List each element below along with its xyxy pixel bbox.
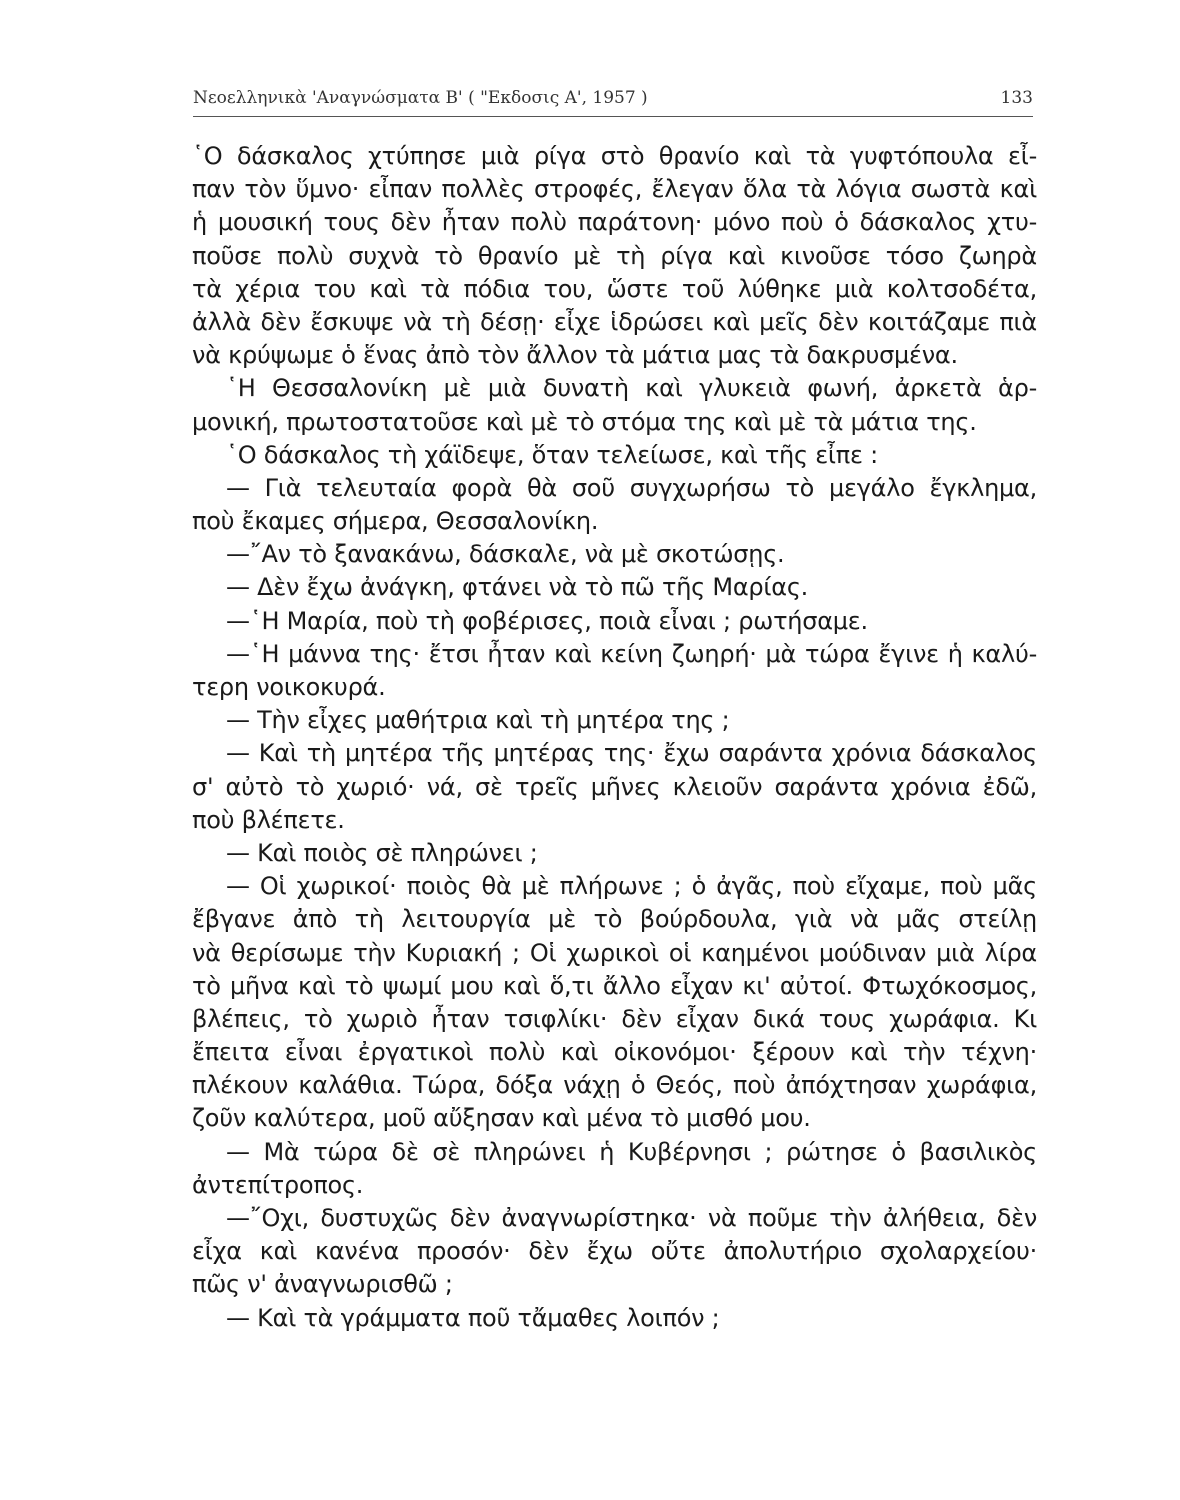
text-line: πλέκουν καλάθια. Τώρα, δόξα νάχῃ ὁ Θεός, ποὺ ἀπόχτησαν χωράφια, [192,1071,1037,1100]
text-line: νὰ κρύψωμε ὁ ἕνας ἀπὸ τὸν ἄλλον τὰ μάτια μας τὰ δακρυσμένα. [192,341,958,370]
text-line: τὰ χέρια του καὶ τὰ πόδια του, ὥστε τοῦ λύθηκε μιὰ κολτσοδέτα, [192,274,1037,303]
text-line: ἡ μουσική τους δὲν ἦταν πολὺ παράτονη· μόνο ποὺ ὁ δάσκαλος χτυ- [192,208,1037,237]
text-line: —῎Αν τὸ ξανακάνω, δάσκαλε, νὰ μὲ σκοτώσῃς. [226,540,785,569]
text-line: — Μὰ τώρα δὲ σὲ πληρώνει ἡ Κυβέρνησι ; ρώτησε ὁ βασιλικὸς [226,1137,1037,1166]
text-line: — Δὲν ἔχω ἀνάγκη, φτάνει νὰ τὸ πῶ τῆς Μαρίας. [226,573,809,602]
body-text [192,140,1037,1335]
text-line: σ' αὐτὸ τὸ χωριό· νά, σὲ τρεῖς μῆνες κλειοῦν σαράντα χρόνια ἐδῶ, [192,772,1037,801]
text-line: —῎Οχι, δυστυχῶς δὲν ἀναγνωρίστηκα· νὰ ποῦμε τὴν ἀλήθεια, δὲν [226,1204,1037,1232]
text-line: ῾Η Θεσσαλονίκη μὲ μιὰ δυνατὴ καὶ γλυκειὰ φωνή, ἀρκετὰ ἁρ- [226,374,1037,403]
text-line: —῾Η Μαρία, ποὺ τὴ φοβέρισες, ποιὰ εἶναι ; ρωτήσαμε. [226,606,868,635]
text-line: ἔβγανε ἀπὸ τὴ λειτουργία μὲ τὸ βούρδουλα, γιὰ νὰ μᾶς στείλῃ [192,905,1037,934]
text-line: μονική, πρωτοστατοῦσε καὶ μὲ τὸ στόμα της καὶ μὲ τὰ μάτια της. [192,407,977,436]
text-line: πῶς ν' ἀναγνωρισθῶ ; [192,1270,453,1299]
text-line: ποὺ βλέπετε. [192,805,345,834]
text-line: — Τὴν εἶχες μαθήτρια καὶ τὴ μητέρα της ; [226,706,730,735]
header-title: Νεοελληνικὰ 'Αναγνώσματα Β' ( "Εκδοσις Α', 1957 ) [193,88,648,108]
text-line: ῾Ο δάσκαλος χτύπησε μιὰ ρίγα στὸ θρανίο καὶ τὰ γυφτόπουλα εἶ- [192,142,1037,170]
text-line: τερη νοικοκυρά. [192,673,386,701]
running-header [193,86,1033,117]
text-line: — Καὶ ποιὸς σὲ πληρώνει ; [226,838,538,867]
text-line: ποὺ ἔκαμες σήμερα, Θεσσαλονίκη. [192,507,599,536]
text-line: ποῦσε πολὺ συχνὰ τὸ θρανίο μὲ τὴ ρίγα καὶ κινοῦσε τόσο ζωηρὰ [192,241,1037,270]
text-line: — Καὶ τὰ γράμματα ποῦ τἄμαθες λοιπόν ; [226,1303,720,1332]
text-line: νὰ θερίσωμε τὴν Κυριακή ; Οἱ χωρικοὶ οἱ καημένοι μούδιναν μιὰ λίρα [192,938,1037,967]
text-line: ζοῦν καλύτερα, μοῦ αὔξησαν καὶ μένα τὸ μισθό μου. [192,1104,811,1133]
text-line: — Γιὰ τελευταία φορὰ θὰ σοῦ συγχωρήσω τὸ μεγάλο ἔγκλημα, [226,473,1037,502]
text-line: βλέπεις, τὸ χωριὸ ἦταν τσιφλίκι· δὲν εἶχαν δικά τους χωράφια. Κι [192,1004,1037,1033]
text-line: —῾Η μάννα της· ἔτσι ἦταν καὶ κείνη ζωηρή· μὰ τώρα ἔγινε ἡ καλύ- [226,639,1037,668]
text-line: ἔπειτα εἶναι ἐργατικοὶ πολὺ καὶ οἰκονόμοι· ξέρουν καὶ τὴν τέχνη· [192,1038,1037,1067]
text-line: παν τὸν ὕμνο· εἶπαν πολλὲς στροφές, ἔλεγαν ὅλα τὰ λόγια σωστὰ καὶ [192,175,1037,204]
text-line: — Οἱ χωρικοί· ποιὸς θὰ μὲ πλήρωνε ; ὁ ἀγᾶς, ποὺ εἴχαμε, ποὺ μᾶς [226,872,1037,901]
text-line: τὸ μῆνα καὶ τὸ ψωμί μου καὶ ὅ,τι ἄλλο εἶχαν κι' αὐτοί. Φτωχόκοσμος, [192,971,1037,1000]
text-line: εἶχα καὶ κανένα προσόν· δὲν ἔχω οὔτε ἀπολυτήριο σχολαρχείου· [192,1237,1037,1266]
page-number: 133 [1000,88,1033,108]
text-line: ἀντεπίτροπος. [192,1170,364,1199]
text-line: ῾Ο δάσκαλος τὴ χάϊδεψε, ὅταν τελείωσε, καὶ τῆς εἶπε : [226,440,878,469]
text-line: — Καὶ τὴ μητέρα τῆς μητέρας της· ἔχω σαράντα χρόνια δάσκαλος [226,739,1037,768]
text-line: ἀλλὰ δὲν ἔσκυψε νὰ τὴ δέσῃ· εἶχε ἱδρώσει καὶ μεῖς δὲν κοιτάζαμε πιὰ [192,307,1037,336]
